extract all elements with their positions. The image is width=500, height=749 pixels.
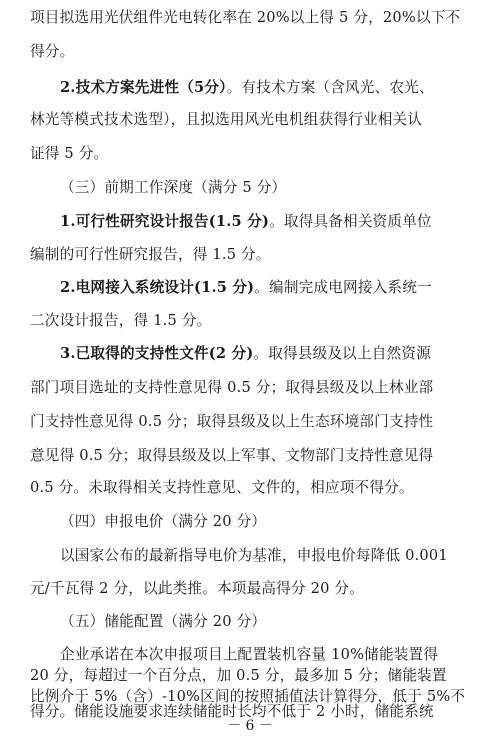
text-line: 证得 5 分。 bbox=[30, 145, 109, 162]
text-line: 项目拟选用光伏组件光电转化率在 20%以上得 5 分，20%以下不 bbox=[30, 9, 461, 26]
section-heading-line: 1.可行性研究设计报告(1.5 分)。取得具备相关资质单位 bbox=[60, 213, 432, 230]
text-line: 林光等模式技术选型），且拟选用风光电机组获得行业相关认 bbox=[30, 111, 423, 128]
section-heading: 1.可行性研究设计报告(1.5 分) bbox=[60, 213, 270, 230]
section-heading: 3.已取得的支持性文件(2 分) bbox=[60, 345, 254, 362]
text-line: 0.5 分。未取得相关支持性意见、文件的，相应项不得分。 bbox=[30, 479, 414, 496]
text-line: 比例介于 5%（含）-10%区间的按照插值法计算得分，低于 5%不 bbox=[30, 688, 466, 705]
text-line: 编制的可行性研究报告，得 1.5 分。 bbox=[30, 246, 271, 263]
section-heading: 2.技术方案先进性（5分） bbox=[60, 79, 227, 96]
text-line: 以国家公布的最新指导电价为基准，申报电价每降低 0.001 bbox=[60, 547, 448, 564]
section-heading-line: 2.电网接入系统设计(1.5 分)。编制完成电网接入系统一 bbox=[60, 279, 432, 296]
page-number: － 6 － bbox=[227, 718, 273, 734]
text-line: 得分。储能设施要求连续储能时长均不低于 2 小时，储能系统 bbox=[30, 703, 434, 720]
section-heading-line: 2.技术方案先进性（5分）。有技术方案（含风光、农光、 bbox=[60, 79, 434, 96]
subsection-heading: （三）前期工作深度（满分 5 分） bbox=[60, 179, 287, 196]
text-line: 企业承诺在本次申报项目上配置装机容量 10%储能装置得 bbox=[60, 646, 439, 663]
text-line: 元/千瓦得 2 分，以此类推。本项最高得分 20 分。 bbox=[30, 580, 365, 597]
subsection-heading: （五）储能配置（满分 20 分） bbox=[60, 613, 267, 630]
text-line: 得分。 bbox=[30, 43, 75, 60]
section-heading: 2.电网接入系统设计(1.5 分) bbox=[60, 279, 255, 296]
text-line: 20 分，每超过一个百分点，加 0.5 分，最多加 5 分；储能装置 bbox=[30, 667, 447, 684]
text-line: 意见得 0.5 分；取得县级及以上军事、文物部门支持性意见得 bbox=[30, 447, 434, 464]
section-heading-line: 3.已取得的支持性文件(2 分)。取得县级及以上自然资源 bbox=[60, 345, 431, 362]
text-line: 二次设计报告，得 1.5 分。 bbox=[30, 312, 212, 329]
text-line: 部门项目选址的支持性意见得 0.5 分；取得县级及以上林业部 bbox=[30, 379, 434, 396]
text-line: 门支持性意见得 0.5 分；取得县级及以上生态环境部门支持性 bbox=[30, 413, 434, 430]
subsection-heading: （四）申报电价（满分 20 分） bbox=[60, 513, 267, 530]
